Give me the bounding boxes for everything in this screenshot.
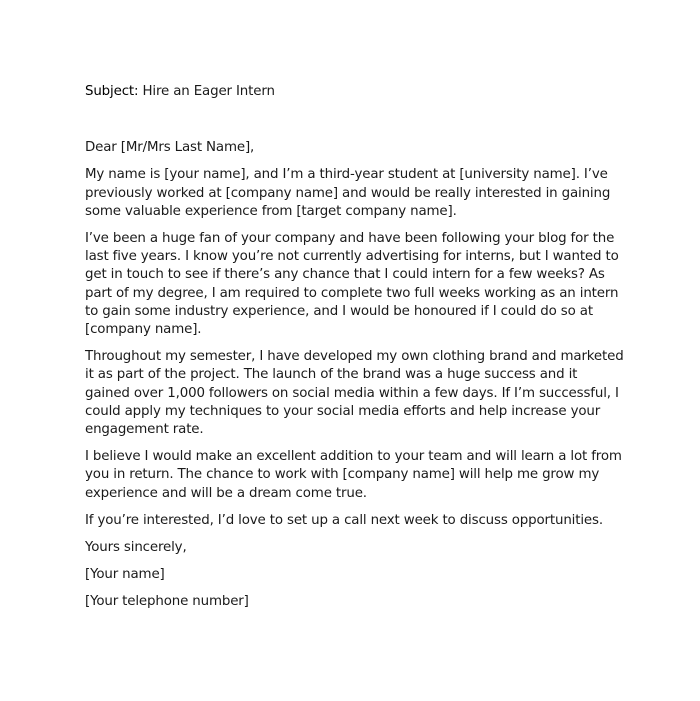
paragraph-introduction: My name is [your name], and I’m a third-year student at [university name]. I’ve previously worked at [company name] and would be really interested in gaining some valuable experience from [target company name]. xyxy=(85,167,611,219)
paragraph-experience: Throughout my semester, I have developed my own clothing brand and marketed it as part of the project. The launch of the brand was a huge success and it gained over 1,000 followers on social media within a few days. If I’m successful, I could apply my techniques to your social media efforts and help increase your engagement rate. xyxy=(85,349,624,438)
closing: Yours sincerely, xyxy=(85,540,187,556)
signature-phone: [Your telephone number] xyxy=(85,594,249,610)
paragraph-call-to-action: If you’re interested, I’d love to set up a call next week to discuss opportunities. xyxy=(85,512,603,528)
subject-line xyxy=(85,83,625,101)
paragraph-value: I believe I would make an excellent addition to your team and will learn a lot from you in return. The chance to work with [company name] will help me grow my experience and will be a dream come true. xyxy=(85,449,622,501)
subject-label: Subject: xyxy=(85,84,139,99)
subject-text: Hire an Eager Intern xyxy=(142,84,275,99)
paragraph-motivation: I’ve been a huge fan of your company and have been following your blog for the last five years. I know you’re not currently advertising for interns, but I wanted to get in touch to see if there’s any chance that I could intern for a few weeks? As part of my degree, I am required to complete two full weeks working as an intern to gain some industry experience, and I would be honoured if I could do so at [company name]. xyxy=(85,231,619,338)
letter-body xyxy=(85,83,625,612)
signature-name: [Your name] xyxy=(85,567,165,583)
salutation: Dear [Mr/Mrs Last Name], xyxy=(85,140,255,156)
